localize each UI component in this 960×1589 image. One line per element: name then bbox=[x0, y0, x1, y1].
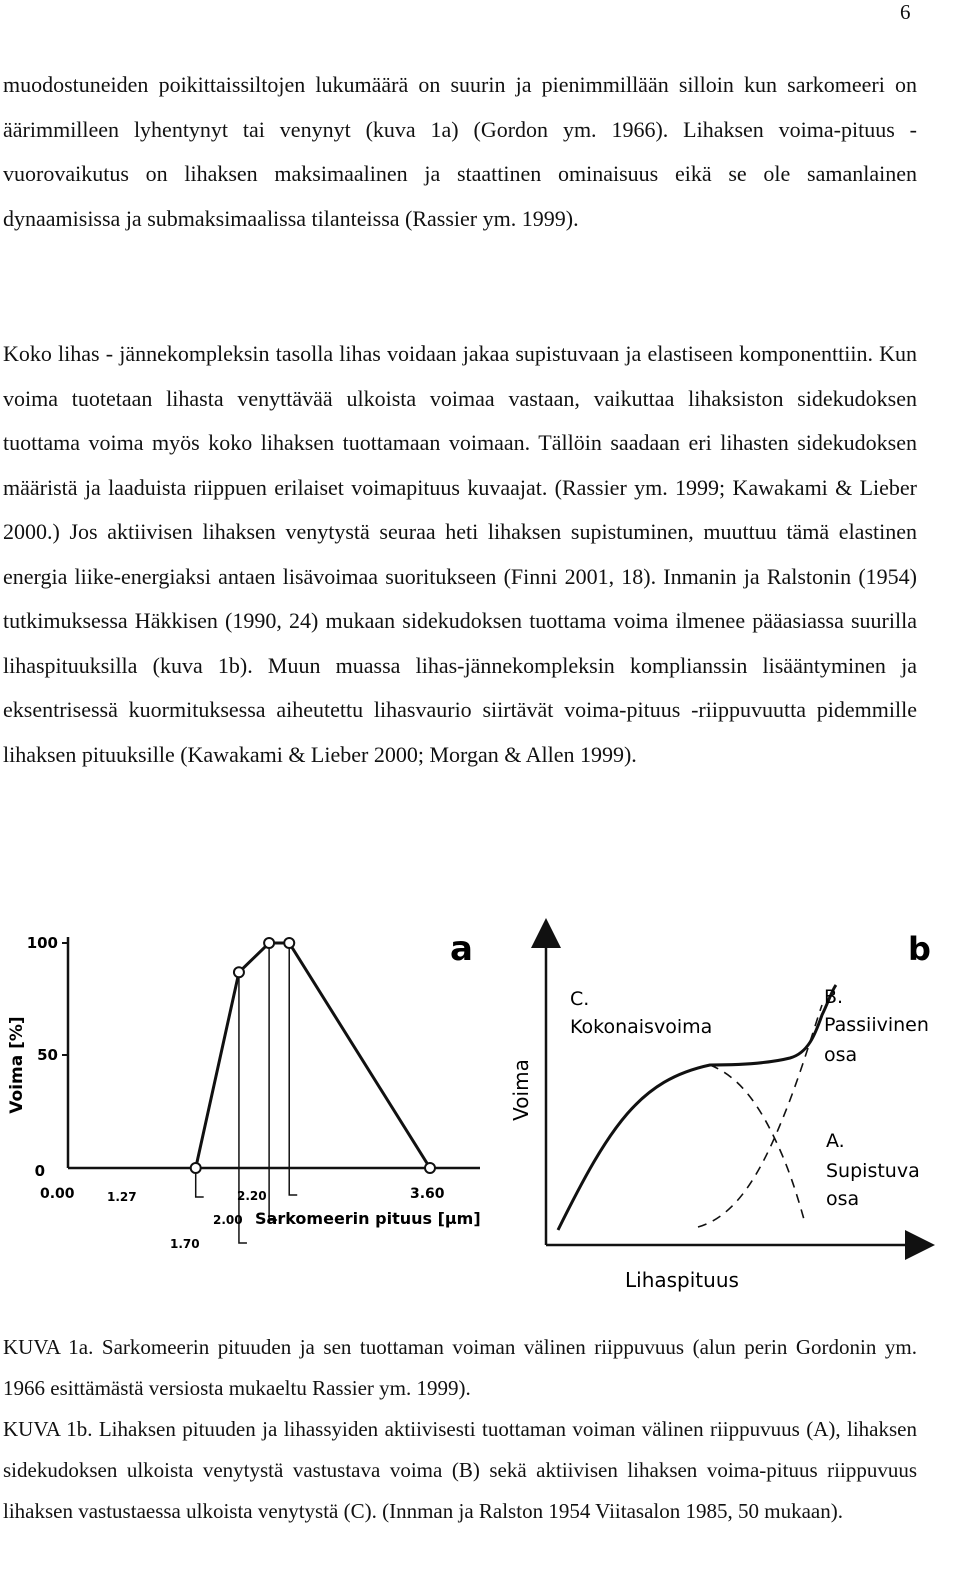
data-point-3.6 bbox=[425, 1163, 435, 1173]
x-tick-label-3.60: 3.60 bbox=[410, 1186, 445, 1202]
label-a-name: Supistuva bbox=[826, 1160, 920, 1182]
label-b-name: Passiivinen bbox=[824, 1014, 929, 1036]
curve-b-passive bbox=[698, 1005, 822, 1227]
body-paragraph-2: Koko lihas - jännekompleksin tasolla lihas voidaan jakaa supistuvaan ja elastiseen komponenttiin. Kun voima tuotetaan lihasta venyttävää ulkoista voimaa vastaan, vaikuttaa lihaksiston sidekudoksen tuottama voima myös koko lihaksen tuottamaan voimaan. Tällöin saadaan eri lihasten sidekudoksen määristä ja laaduista riippuen erilaiset voimapituus kuvaajat. (Rassier ym. 1999; Kawakami & Lieber 2000.) Jos aktiivisen lihaksen venytystä seuraa heti lihaksen supistuminen, muuttuu tämä elastinen energia liike-energiaksi antaen lisävoimaa suoritukseen (Finni 2001, 18). Inmanin ja Ralstonin (1954) tutkimuksessa Häkkisen (1990, 24) mukaan sidekudoksen tuottama voima ilmenee pääasiassa suurilla lihaspituuksilla (kuva 1b). Muun muassa lihas-jännekompleksin komplianssin lisääntyminen ja eksentrisessä kuormituksessa aiheutettu lihasvaurio siirtävät voima-pituus -riippuvuutta pidemmille lihaksen pituuksille (Kawakami & Lieber 2000; Morgan & Allen 1999). bbox=[3, 341, 917, 767]
data-point-1.27 bbox=[191, 1163, 201, 1173]
caption-text: Sarkomeerin pituuden ja sen tuottaman voiman välinen riippuvuus (alun perin Gordonin ym. 1966 esittämästä versiosta mukaeltu Rassier ym. 1999). bbox=[3, 1335, 917, 1400]
x-tick-label-0.00: 0.00 bbox=[40, 1186, 75, 1202]
y-tick-label-50: 50 bbox=[37, 1046, 58, 1064]
panel-label-a: a bbox=[450, 929, 473, 969]
label-c-name: Kokonaisvoima bbox=[570, 1016, 713, 1038]
label-a: A. bbox=[826, 1130, 845, 1152]
figure-1a-chart bbox=[0, 915, 500, 1265]
figure-caption-1a bbox=[3, 1327, 917, 1409]
x-axis-label: Sarkomeerin pituus [µm] bbox=[255, 1209, 481, 1228]
y-axis-label: Voima [%] bbox=[7, 1016, 27, 1114]
curve-a-contractile bbox=[710, 1065, 805, 1223]
x-tick-label-1.70: 1.70 bbox=[170, 1237, 200, 1251]
x-tick-label-1.27: 1.27 bbox=[107, 1190, 137, 1204]
label-b-suffix: osa bbox=[824, 1044, 858, 1066]
x-axis-label: Lihaspituus bbox=[625, 1268, 739, 1292]
data-point-1.7 bbox=[234, 967, 244, 977]
y-tick-label-100: 100 bbox=[26, 934, 58, 952]
label-a-suffix: osa bbox=[826, 1188, 860, 1210]
y-axis-label: Voima bbox=[509, 1059, 533, 1121]
panel-label-b: b bbox=[908, 930, 931, 968]
figure-1b-chart bbox=[500, 915, 950, 1295]
caption-label: KUVA 1b. bbox=[3, 1417, 93, 1441]
data-point-2 bbox=[264, 938, 274, 948]
drop-line-2.2 bbox=[289, 943, 297, 1195]
x-tick-label-2.00: 2.00 bbox=[213, 1213, 243, 1227]
x-tick-label-2.20: 2.20 bbox=[237, 1189, 267, 1203]
figure-caption-1b bbox=[3, 1409, 917, 1532]
force-length-curve bbox=[196, 943, 430, 1168]
caption-label: KUVA 1a. bbox=[3, 1335, 94, 1359]
caption-text: Lihaksen pituuden ja lihassyiden aktiivisesti tuottaman voiman välinen riippuvuus (A), lihaksen sidekudoksen ulkoista venytystä vastustava voima (B) sekä aktiivisen lihaksen voima-pituus riippuvuus lihaksen vastustaessa ulkoista venytystä (C). (Innman ja Ralston 1954 Viitasalon 1985, 50 mukaan). bbox=[3, 1417, 917, 1523]
y-tick-label-0: 0 bbox=[34, 1162, 45, 1180]
data-point-2.2 bbox=[284, 938, 294, 948]
body-paragraph-1: muodostuneiden poikittaissiltojen lukumäärä on suurin ja pienimmillään silloin kun sarkomeeri on äärimmilleen lyhentynyt tai venynyt (kuva 1a) (Gordon ym. 1966). Lihaksen voima-pituus -vuorovaikutus on lihaksen maksimaalinen ja staattinen ominaisuus eikä se ole samanlainen dynaamisissa ja submaksimaalissa tilanteissa (Rassier ym. 1999). bbox=[3, 72, 917, 231]
label-c: C. bbox=[570, 988, 590, 1010]
label-b: B. bbox=[824, 986, 844, 1008]
drop-line-2 bbox=[269, 943, 277, 1220]
data-points bbox=[191, 938, 435, 1173]
page-number: 6 bbox=[900, 0, 911, 24]
